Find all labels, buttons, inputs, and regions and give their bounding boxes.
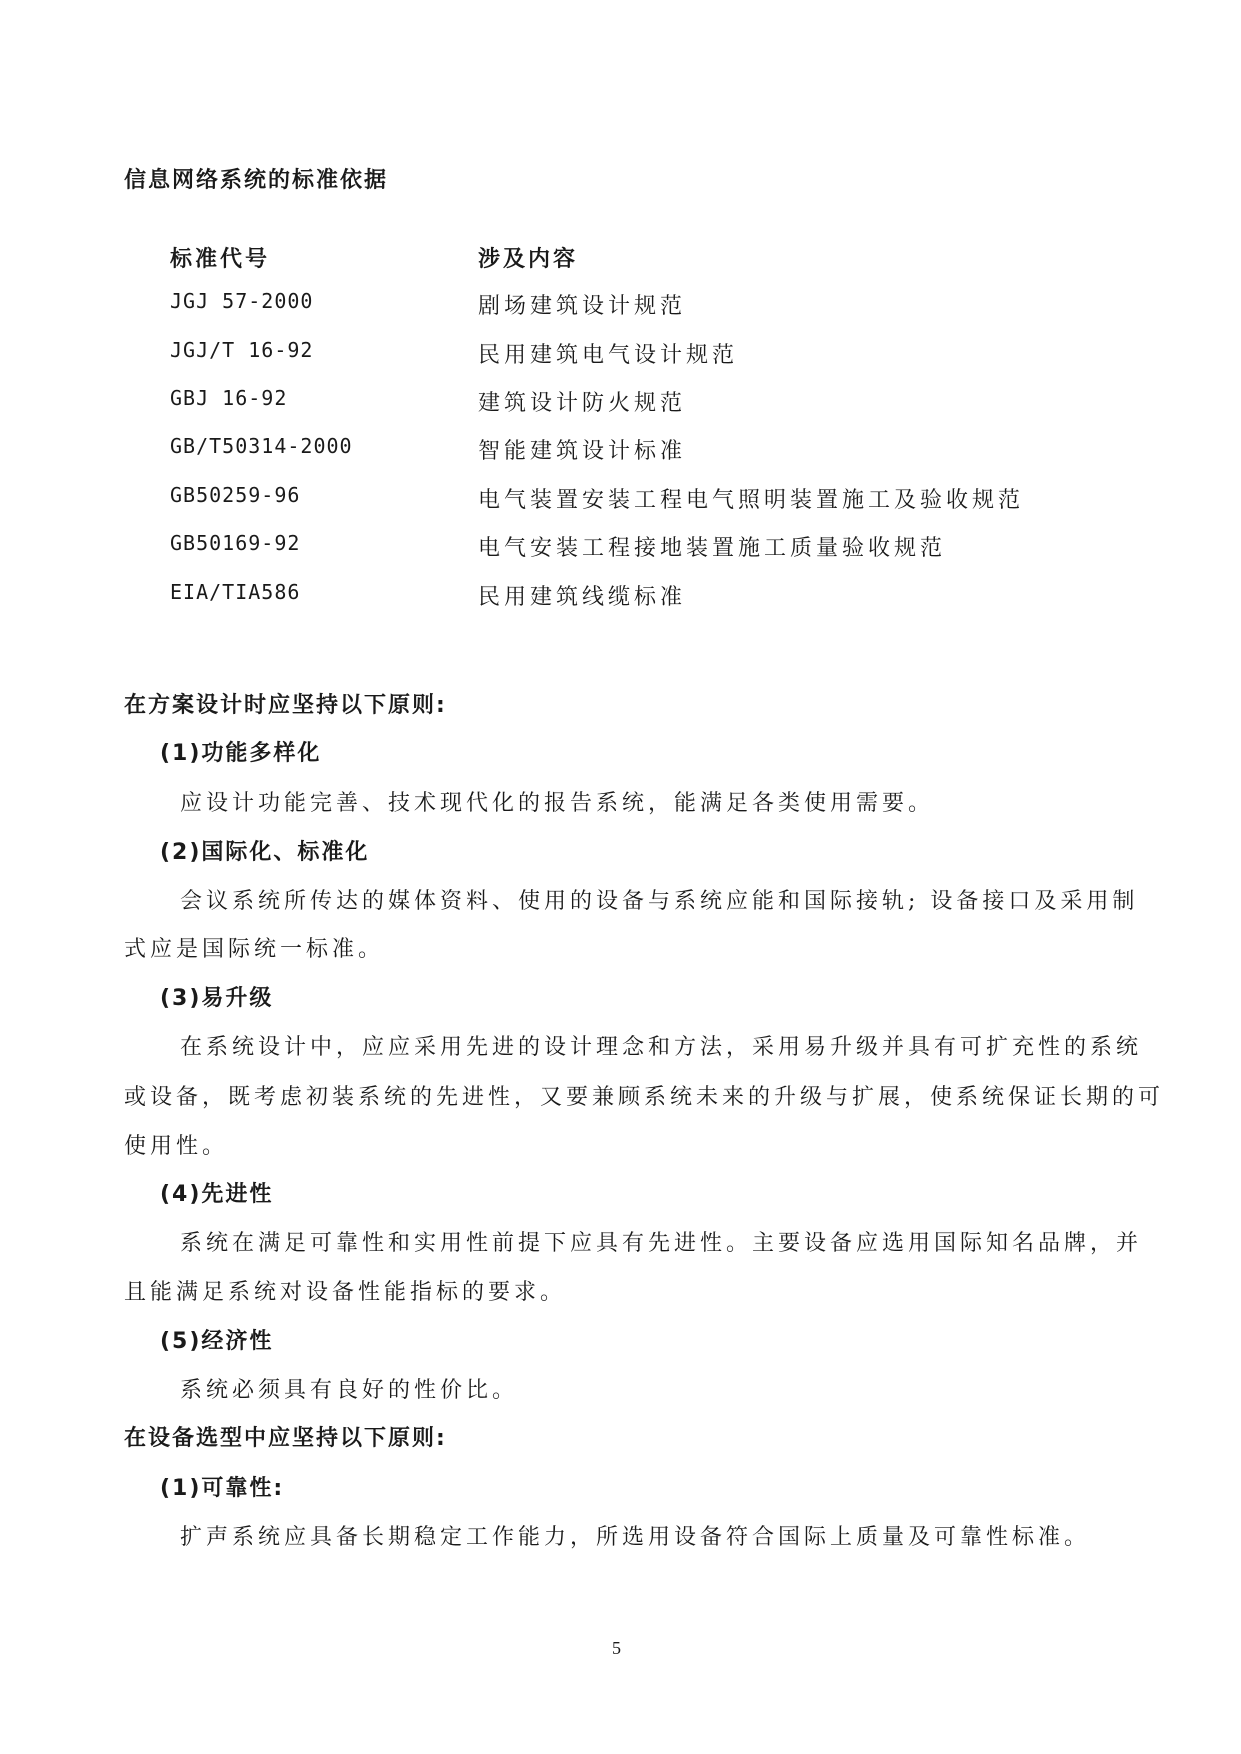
section-title-standards: 信息网络系统的标准依据 <box>124 168 389 193</box>
table-row-content: 建筑设计防火规范 <box>478 391 687 416</box>
table-row-code: GB/T50314-2000 <box>170 434 353 458</box>
table-row-code: JGJ/T 16-92 <box>170 338 314 362</box>
page-number: 5 <box>612 1638 621 1658</box>
principle-heading: (4)先进性 <box>160 1182 274 1207</box>
section-title-selection-principles: 在设备选型中应坚持以下原则: <box>124 1426 447 1451</box>
table-header-code: 标准代号 <box>170 247 271 272</box>
principle-text: 系统必须具有良好的性价比。 <box>180 1378 519 1403</box>
principle-text: 系统在满足可靠性和实用性前提下应具有先进性。主要设备应选用国际知名品牌，并 <box>180 1231 1143 1256</box>
principle-text: 使用性。 <box>124 1134 229 1159</box>
principle-text: 应设计功能完善、技术现代化的报告系统，能满足各类使用需要。 <box>180 791 935 816</box>
table-row-content: 电气装置安装工程电气照明装置施工及验收规范 <box>478 488 1025 513</box>
principle-text: 且能满足系统对设备性能指标的要求。 <box>124 1280 567 1305</box>
principle-heading: (2)国际化、标准化 <box>160 840 370 865</box>
principle-text: 会议系统所传达的媒体资料、使用的设备与系统应能和国际接轨; 设备接口及采用制 <box>180 889 1139 914</box>
table-row-code: GB50259-96 <box>170 483 301 507</box>
table-row-content: 民用建筑电气设计规范 <box>478 343 739 368</box>
principle-text: 扩声系统应具备长期稳定工作能力，所选用设备符合国际上质量及可靠性标准。 <box>180 1525 1091 1550</box>
table-row-code: EIA/TIA586 <box>170 580 301 604</box>
principle-heading: (3)易升级 <box>160 986 274 1011</box>
table-row-content: 电气安装工程接地装置施工质量验收规范 <box>478 536 947 561</box>
table-header-content: 涉及内容 <box>478 247 579 272</box>
principle-text: 在系统设计中，应应采用先进的设计理念和方法，采用易升级并具有可扩充性的系统 <box>180 1035 1143 1060</box>
table-row-code: GB50169-92 <box>170 531 301 555</box>
table-row-content: 剧场建筑设计规范 <box>478 294 687 319</box>
principle-heading: (5)经济性 <box>160 1329 274 1354</box>
principle-text: 式应是国际统一标准。 <box>124 937 385 962</box>
principle-text: 或设备，既考虑初装系统的先进性，又要兼顾系统未来的升级与扩展，使系统保证长期的可 <box>124 1085 1165 1110</box>
principle-heading: (1)可靠性: <box>160 1476 285 1501</box>
section-title-design-principles: 在方案设计时应坚持以下原则: <box>124 693 447 718</box>
principle-heading: (1)功能多样化 <box>160 741 322 766</box>
table-row-content: 民用建筑线缆标准 <box>478 585 687 610</box>
table-row-content: 智能建筑设计标准 <box>478 439 687 464</box>
table-row-code: GBJ 16-92 <box>170 386 288 410</box>
table-row-code: JGJ 57-2000 <box>170 289 314 313</box>
